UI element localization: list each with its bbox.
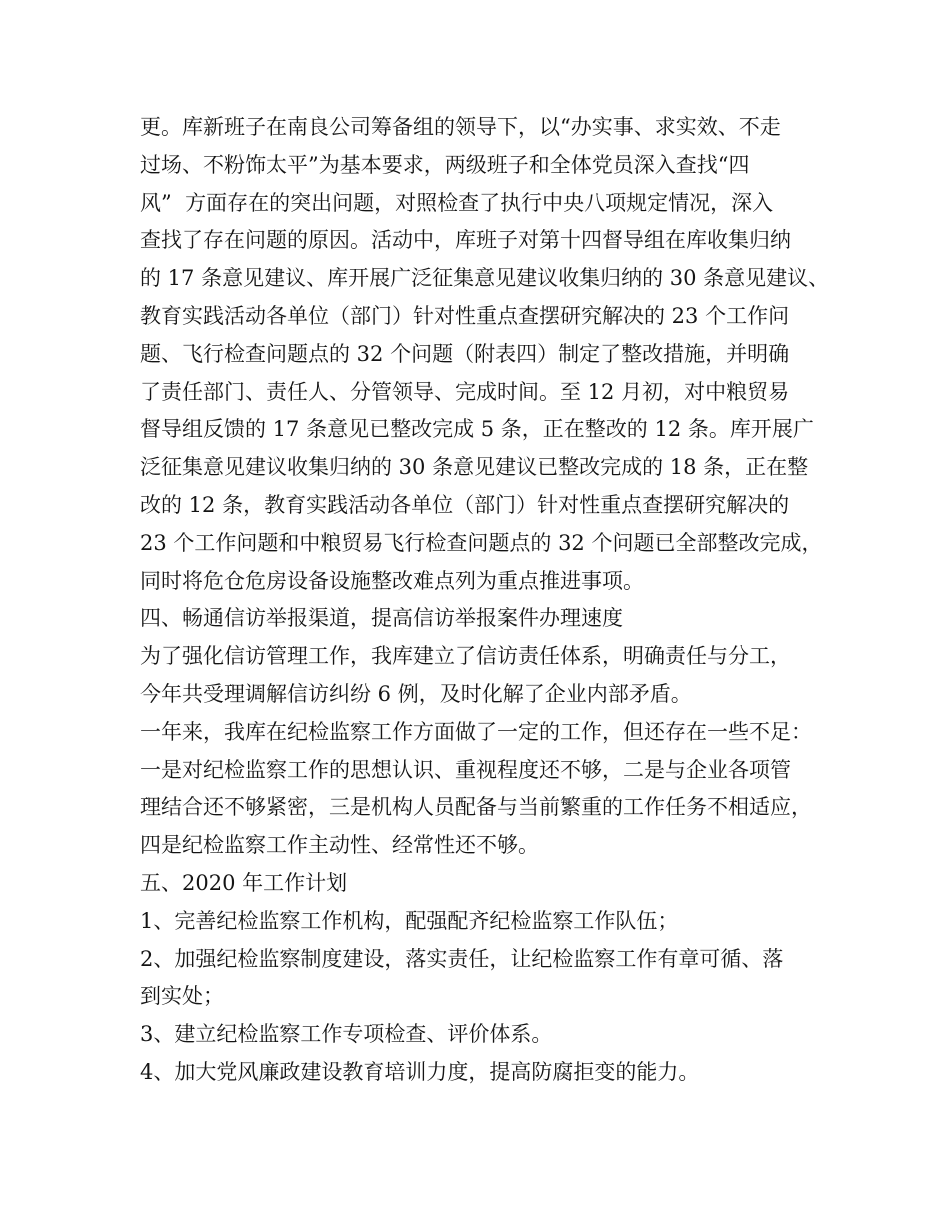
text-line: 一年来，我库在纪检监察工作方面做了一定的工作，但还存在一些不足： [140,719,812,744]
text-line: 的 17 条意见建议、库开展广泛征集意见建议收集归纳的 30 条意见建议、 [140,266,830,291]
text-line: 四是纪检监察工作主动性、经常性还不够。 [140,833,539,858]
text-line: 今年共受理调解信访纠纷 6 例，及时化解了企业内部矛盾。 [140,681,692,706]
text-line: 理结合还不够紧密，三是机构人员配备与当前繁重的工作任务不相适应， [140,795,812,820]
text-line: 过场、不粉饰太平”为基本要求，两级班子和全体党员深入查找“四 [140,152,750,177]
text-line: 1、完善纪检监察工作机构，配强配齐纪检监察工作队伍； [140,908,679,933]
text-line: 查找了存在问题的原因。活动中，库班子对第十四督导组在库收集归纳 [140,228,791,253]
text-line: 题、飞行检查问题点的 32 个问题（附表四）制定了整改措施，并明确 [140,341,790,366]
text-line: 23 个工作问题和中粮贸易飞行检查问题点的 32 个问题已全部整改完成， [140,530,823,555]
text-line: 教育实践活动各单位（部门）针对性重点查摆研究解决的 23 个工作问 [140,303,790,328]
text-line: 2、加强纪检监察制度建设，落实责任，让纪检监察工作有章可循、落 [140,946,784,971]
text-line: 到实处； [140,984,224,1009]
text-line: 3、建立纪检监察工作专项检查、评价体系。 [140,1022,553,1047]
text-line: 一是对纪检监察工作的思想认识、重视程度还不够，二是与企业各项管 [140,757,791,782]
text-line: 同时将危仓危房设备设施整改难点列为重点推进事项。 [140,568,644,593]
text-line: 四、畅通信访举报渠道，提高信访举报案件办理速度 [140,606,623,631]
document-body [140,109,830,1092]
text-line: 了责任部门、责任人、分管领导、完成时间。至 12 月初，对中粮贸易 [140,379,790,404]
text-line: 泛征集意见建议收集归纳的 30 条意见建议已整改完成的 18 条，正在整 [140,455,809,480]
text-line: 更。库新班子在南良公司筹备组的领导下，以“办实事、求实效、不走 [140,115,781,139]
text-line: 五、2020 年工作计划 [140,870,348,895]
text-line: 风” 方面存在的突出问题，对照检查了执行中央八项规定情况，深入 [140,190,774,215]
text-line: 为了强化信访管理工作，我库建立了信访责任体系，明确责任与分工， [140,644,791,669]
text-line: 督导组反馈的 17 条意见已整改完成 5 条，正在整改的 12 条。库开展广 [140,417,814,442]
text-line: 4、加大党风廉政建设教育培训力度，提高防腐拒变的能力。 [140,1059,700,1084]
text-line: 改的 12 条，教育实践活动各单位（部门）针对性重点查摆研究解决的 [140,492,790,517]
